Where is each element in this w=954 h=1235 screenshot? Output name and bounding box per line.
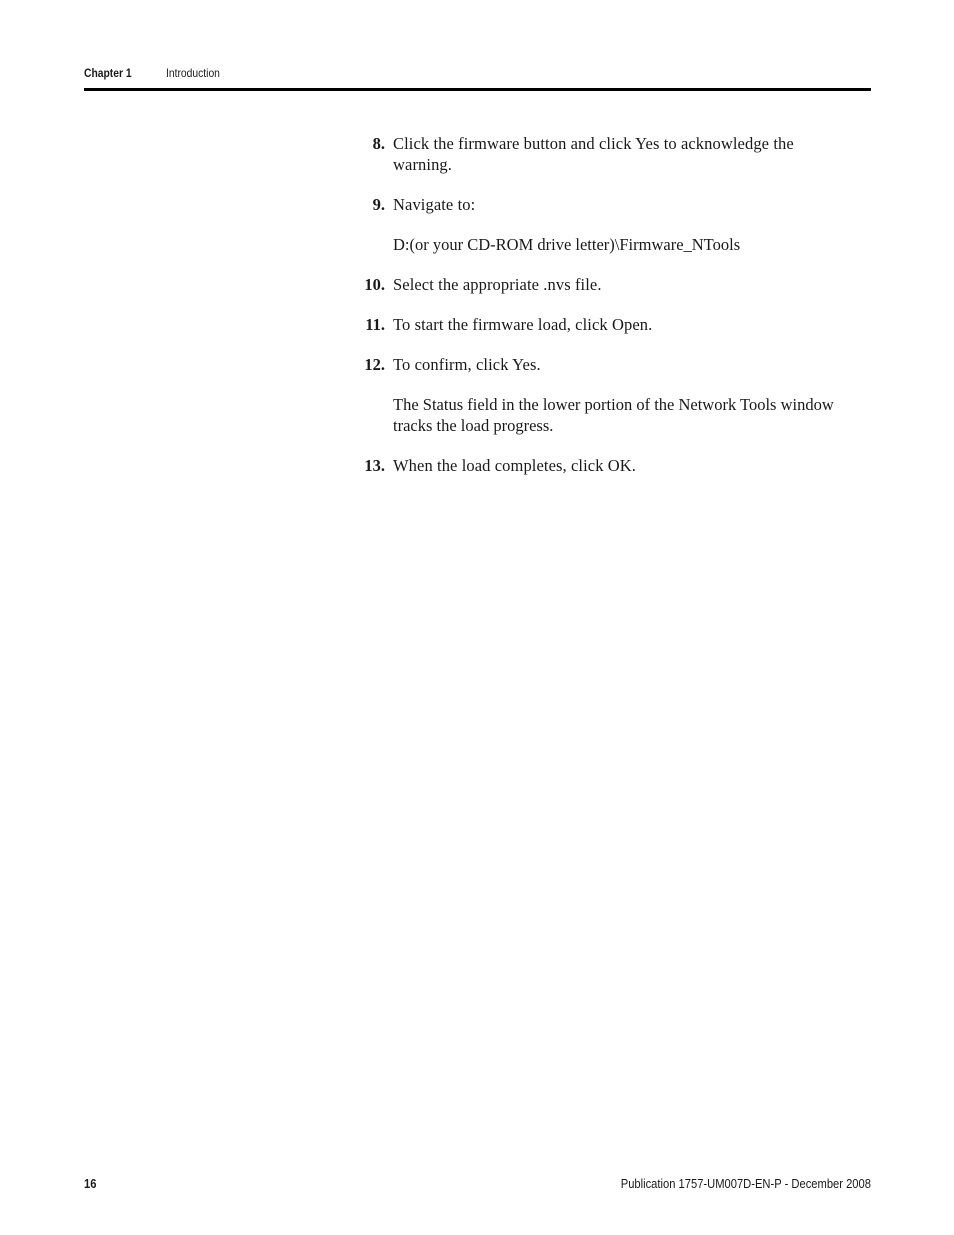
page-number: 16: [84, 1176, 97, 1191]
step-number: 10.: [364, 275, 385, 294]
step-11: [355, 314, 855, 335]
step-text: To start the firmware load, click Open.: [393, 315, 653, 334]
step-text: Navigate to:: [393, 195, 476, 214]
section-label: Introduction: [165, 66, 220, 80]
step-text: When the load completes, click OK.: [393, 456, 637, 475]
step-number: 12.: [364, 355, 385, 374]
step-number: 8.: [372, 134, 385, 153]
step-9-path: D:(or your CD-ROM drive letter)\Firmware_NTools: [393, 235, 741, 254]
step-8: [355, 133, 855, 175]
chapter-label: Chapter 1: [84, 66, 132, 80]
step-12-note: The Status field in the lower portion of the Network Tools window tracks the load progress.: [393, 395, 834, 435]
step-text: Click the firmware button and click Yes to acknowledge the warning.: [393, 134, 794, 174]
page-footer: [84, 1176, 871, 1192]
running-header: [84, 66, 761, 82]
step-number: 9.: [372, 195, 385, 214]
step-13: [355, 455, 855, 476]
step-10: [355, 274, 855, 295]
header-rule: [84, 88, 871, 91]
step-text: To confirm, click Yes.: [393, 355, 541, 374]
procedure-steps: [355, 133, 855, 495]
step-9: [355, 194, 855, 215]
step-12: [355, 354, 855, 375]
step-text: Select the appropriate .nvs file.: [393, 275, 602, 294]
step-number: 11.: [365, 315, 385, 334]
step-number: 13.: [364, 456, 385, 475]
publication-info: Publication 1757-UM007D-EN-P - December 2008: [620, 1176, 871, 1191]
